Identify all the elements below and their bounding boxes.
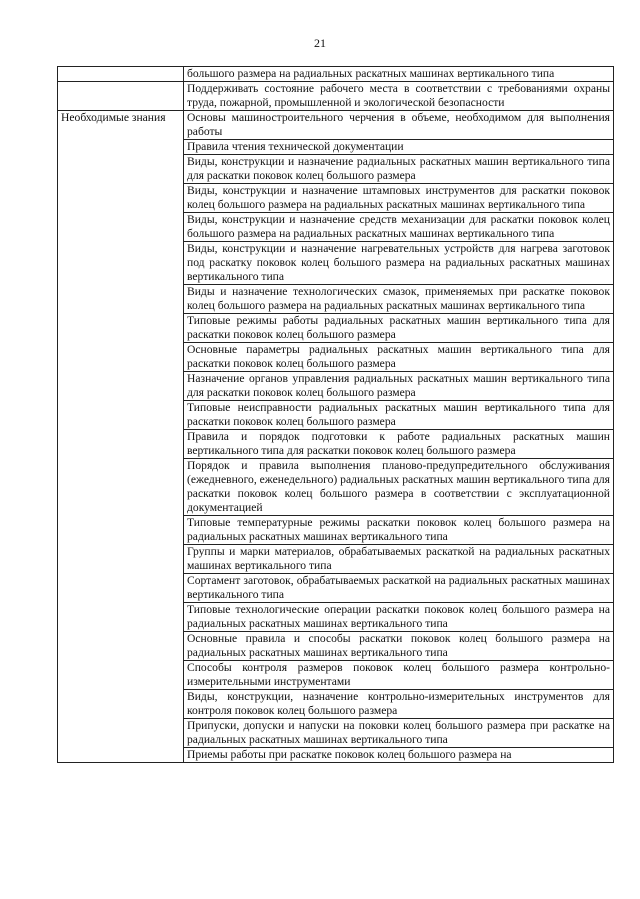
section-label-cell	[58, 111, 184, 763]
cell-text: Назначение органов управления радиальных раскатных машин вертикального типа для раскатки поковок колец большого размера	[187, 372, 610, 399]
cell-text: Способы контроля размеров поковок колец большого размера контрольно-измерительными инструментами	[187, 661, 610, 688]
cell-text: большого размера на радиальных раскатных машинах вертикального типа	[187, 67, 555, 80]
cell-text: Виды, конструкции и назначение штамповых инструментов для раскатки поковок колец большого размера на радиальных раскатных машинах вертикального типа	[187, 184, 610, 211]
cell-text: Типовые технологические операции раскатки поковок колец большого размера на радиальных раскатных машинах вертикального типа	[187, 603, 610, 630]
page-number: 21	[314, 36, 326, 50]
table-cell	[184, 82, 614, 111]
table-cell	[184, 372, 614, 401]
cell-text: Основные правила и способы раскатки поковок колец большого размера на радиальных раскатных машинах вертикального типа	[187, 632, 610, 659]
table-row	[58, 111, 614, 140]
cell-text: Правила чтения технической документации	[187, 140, 404, 153]
table-cell	[184, 748, 614, 763]
cell-text: Поддерживать состояние рабочего места в соответствии с требованиями охраны труда, пожарной, промышленной и экологической безопасности	[187, 82, 610, 109]
table-cell	[184, 430, 614, 459]
table-cell	[184, 401, 614, 430]
table-cell	[184, 545, 614, 574]
table-cell	[184, 661, 614, 690]
table-cell	[184, 343, 614, 372]
table-cell	[184, 459, 614, 516]
table-cell	[184, 719, 614, 748]
requirements-table	[57, 66, 614, 763]
table-cell	[184, 632, 614, 661]
cell-text: Приемы работы при раскатке поковок колец большого размера на	[187, 748, 512, 761]
cell-text: Типовые температурные режимы раскатки поковок колец большого размера на радиальных раскатных машинах вертикального типа	[187, 516, 610, 543]
table-row	[58, 82, 614, 111]
cell-text: Основы машиностроительного черчения в объеме, необходимом для выполнения работы	[187, 111, 610, 138]
empty-label-cell	[58, 67, 184, 82]
cell-text: Группы и марки материалов, обрабатываемых раскаткой на радиальных раскатных машинах вертикального типа	[187, 545, 610, 572]
section-label: Необходимые знания	[61, 111, 166, 124]
cell-text: Порядок и правила выполнения планово-предупредительного обслуживания (ежедневного, еженедельного) радиальных раскатных машин вертикального типа для раскатки поковок колец большого размера в соответствии с эксплуатационной документацией	[187, 459, 610, 514]
cell-text: Виды, конструкции и назначение средств механизации для раскатки поковок колец большого размера на радиальных раскатных машинах вертикального типа	[187, 213, 610, 240]
table-cell	[184, 242, 614, 285]
cell-text: Правила и порядок подготовки к работе радиальных раскатных машин вертикального типа для раскатки поковок колец большого размера	[187, 430, 610, 457]
cell-text: Сортамент заготовок, обрабатываемых раскаткой на радиальных раскатных машинах вертикального типа	[187, 574, 610, 601]
table-cell	[184, 111, 614, 140]
cell-text: Типовые неисправности радиальных раскатных машин вертикального типа для раскатки поковок колец большого размера	[187, 401, 610, 428]
table-cell	[184, 213, 614, 242]
table-body	[58, 67, 614, 763]
cell-text: Основные параметры радиальных раскатных машин вертикального типа для раскатки поковок колец большого размера	[187, 343, 610, 370]
empty-label-cell	[58, 82, 184, 111]
table-cell	[184, 690, 614, 719]
table-cell	[184, 314, 614, 343]
cell-text: Виды, конструкции и назначение нагревательных устройств для нагрева заготовок под раскатку поковок колец большого размера на радиальных раскатных машинах вертикального типа	[187, 242, 610, 283]
cell-text: Виды, конструкции и назначение радиальных раскатных машин вертикального типа для раскатки поковок колец большого размера	[187, 155, 610, 182]
cell-text: Виды и назначение технологических смазок, применяемых при раскатке поковок колец большого размера на радиальных раскатных машинах вертикального типа	[187, 285, 610, 312]
table-cell	[184, 574, 614, 603]
table-cell	[184, 184, 614, 213]
table-row	[58, 67, 614, 82]
cell-text: Типовые режимы работы радиальных раскатных машин вертикального типа для раскатки поковок колец большого размера	[187, 314, 610, 341]
table-cell	[184, 67, 614, 82]
table-cell	[184, 516, 614, 545]
cell-text: Виды, конструкции, назначение контрольно-измерительных инструментов для контроля поковок колец большого размера	[187, 690, 610, 717]
table-cell	[184, 155, 614, 184]
cell-text: Припуски, допуски и напуски на поковки колец большого размера при раскатке на радиальных раскатных машинах вертикального типа	[187, 719, 610, 746]
table-cell	[184, 140, 614, 155]
table-cell	[184, 603, 614, 632]
table-cell	[184, 285, 614, 314]
